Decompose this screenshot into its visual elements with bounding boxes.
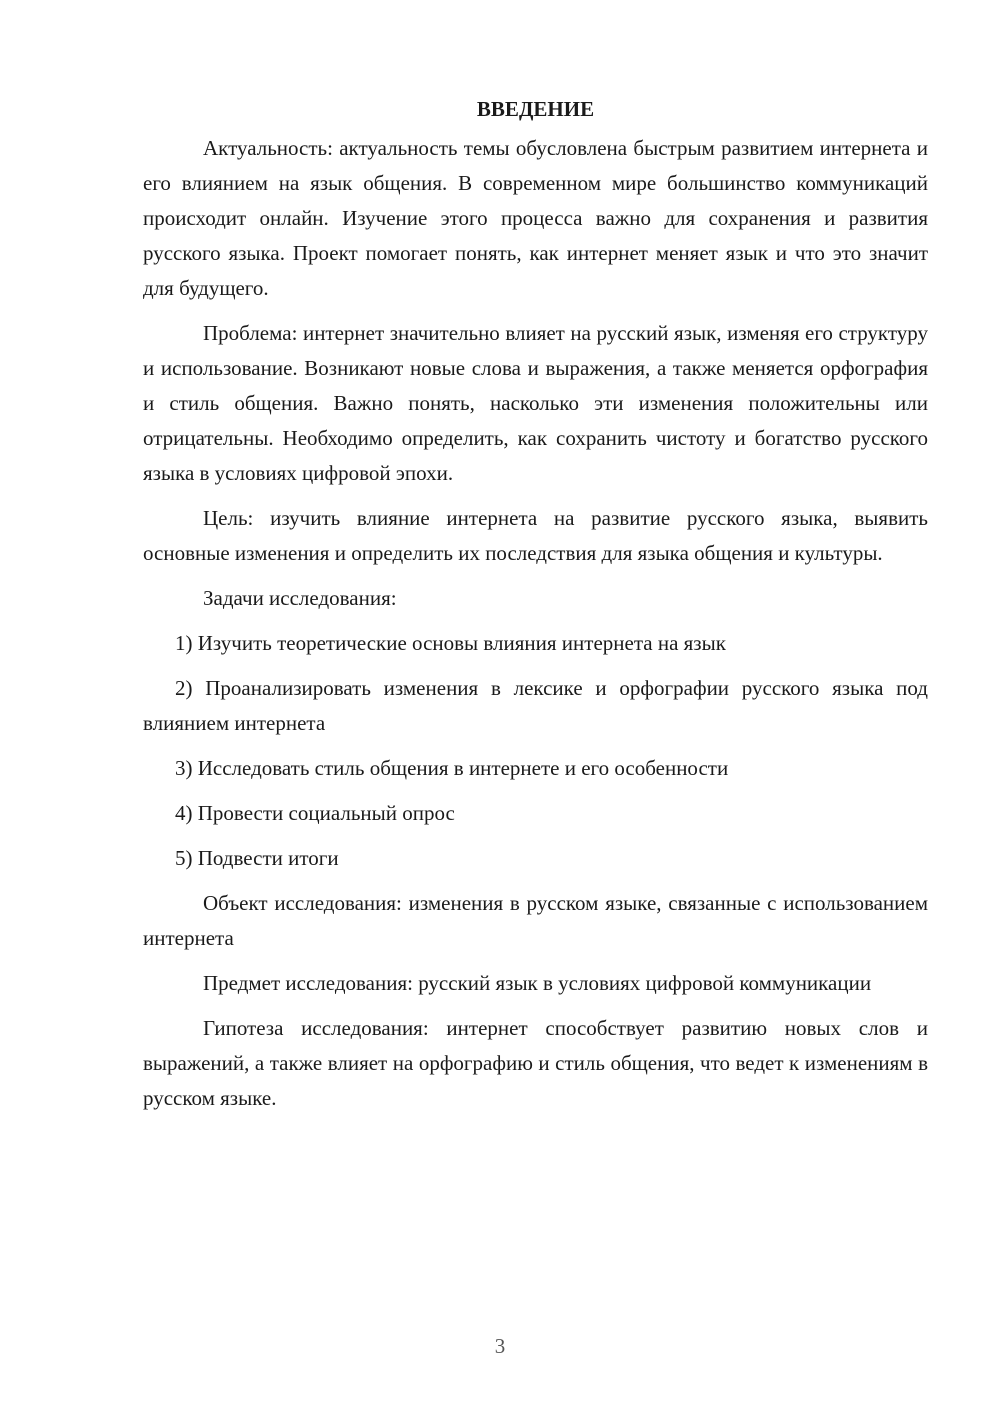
task-item-1: 1) Изучить теоретические основы влияния интернета на язык	[175, 631, 726, 655]
task-item-2: 2) Проанализировать изменения в лексике и орфографии русского языка под влиянием интернета	[143, 676, 928, 735]
problem-paragraph: Проблема: интернет значительно влияет на русский язык, изменяя его структуру и использование. Возникают новые слова и выражения, а также меняется орфография и стиль общения. Важно понять, насколько эти изменения положительны или отрицательны. Необходимо определить, как сохранить чистоту и богатство русского языка в условиях цифровой эпохи.	[143, 321, 928, 485]
task-item-4: 4) Провести социальный опрос	[175, 801, 455, 825]
hypothesis-paragraph: Гипотеза исследования: интернет способствует развитию новых слов и выражений, а также влияет на орфографию и стиль общения, что ведет к изменениям в русском языке.	[143, 1016, 928, 1110]
section-heading: ВВЕДЕНИЕ	[476, 97, 595, 121]
task-item-5: 5) Подвести итоги	[175, 846, 339, 870]
task-item-3: 3) Исследовать стиль общения в интернете и его особенности	[175, 756, 729, 780]
relevance-paragraph: Актуальность: актуальность темы обусловлена быстрым развитием интернета и его влиянием на язык общения. В современном мире большинство коммуникаций происходит онлайн. Изучение этого процесса важно для сохранения и развития русского языка. Проект помогает понять, как интернет меняет язык и что это значит для будущего.	[143, 136, 928, 300]
goal-paragraph: Цель: изучить влияние интернета на развитие русского языка, выявить основные изменения и определить их последствия для языка общения и культуры.	[143, 506, 928, 565]
page-content	[143, 92, 928, 1126]
page-number: 3	[494, 1334, 506, 1358]
tasks-label: Задачи исследования:	[203, 586, 397, 610]
subject-paragraph: Предмет исследования: русский язык в условиях цифровой коммуникации	[203, 971, 872, 995]
object-paragraph: Объект исследования: изменения в русском языке, связанные с использованием интернета	[143, 891, 928, 950]
